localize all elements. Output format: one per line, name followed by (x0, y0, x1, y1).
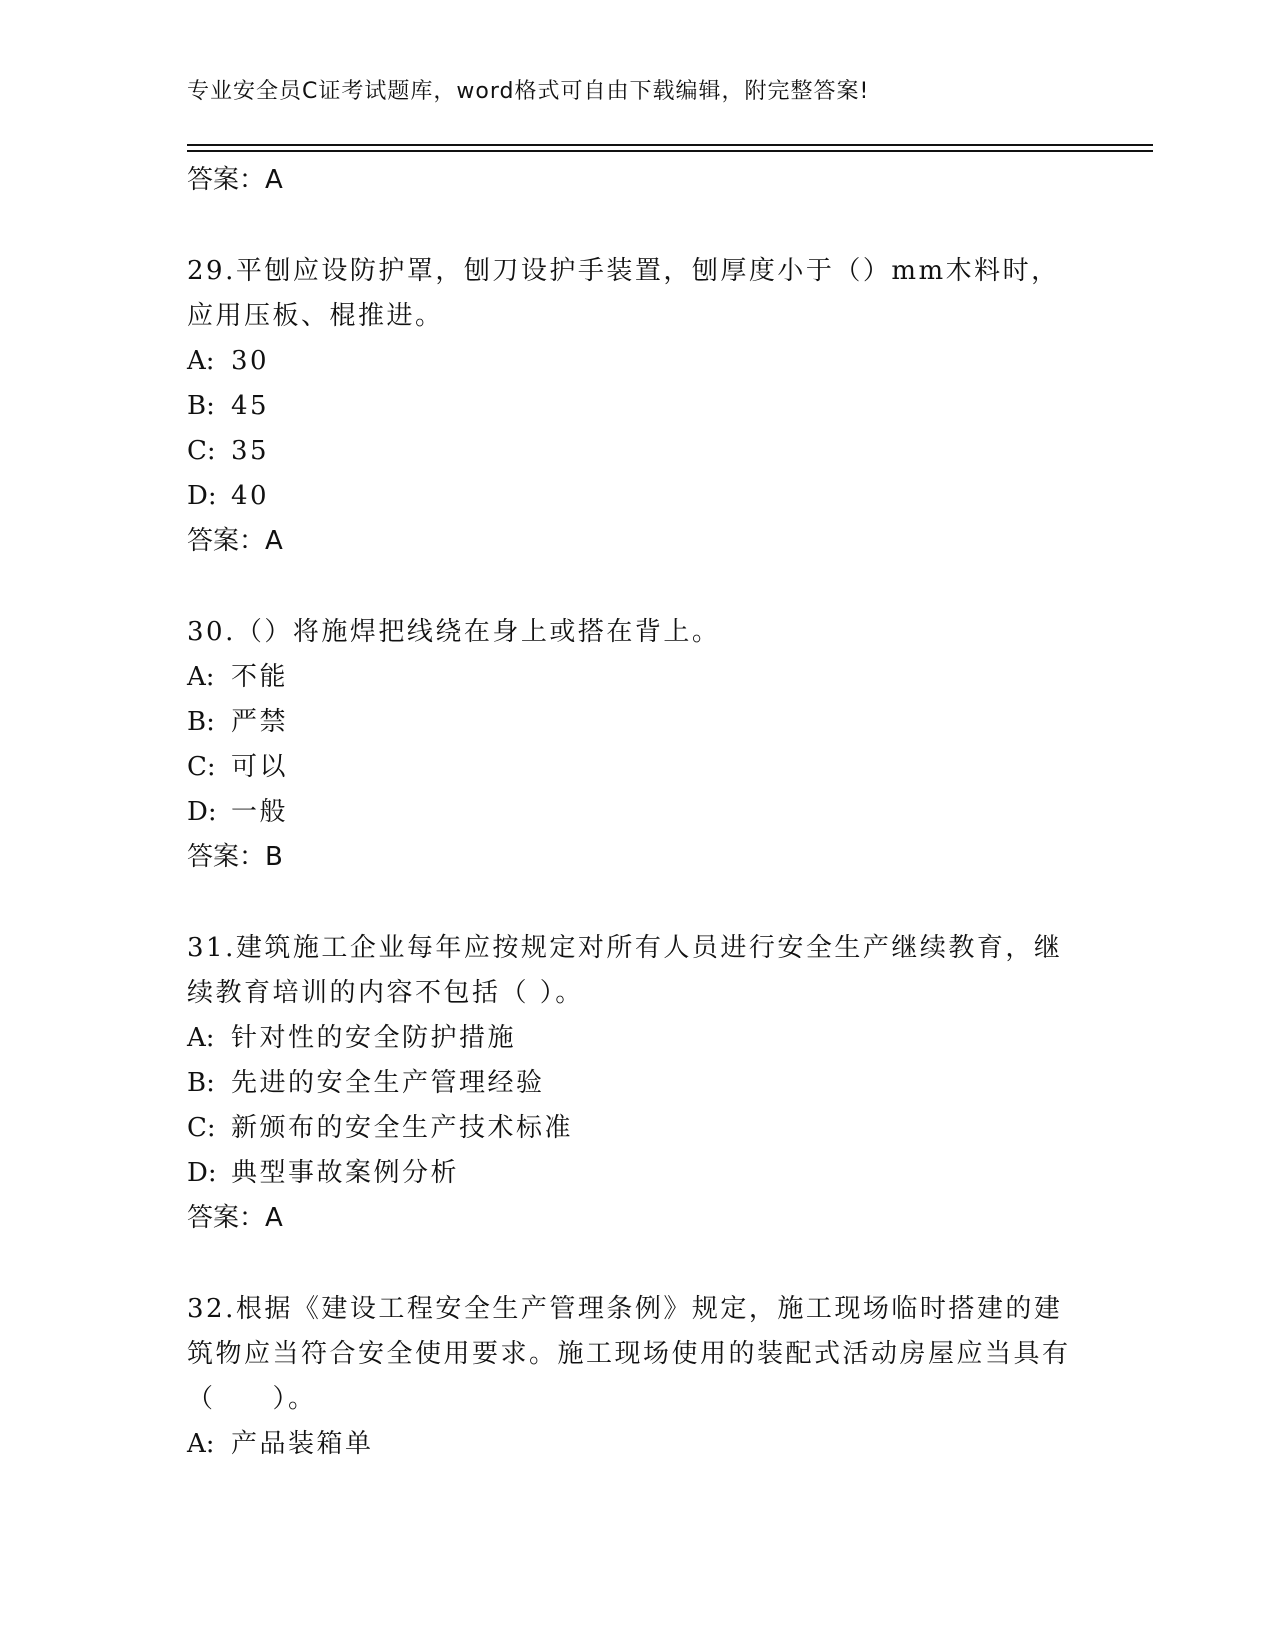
option-row (187, 655, 1087, 700)
question-text: 31.建筑施工企业每年应按规定对所有人员进行安全生产继续教育，继续教育培训的内容不包括（ ）。 (187, 933, 1063, 1008)
answer-line: 答案：A (187, 526, 283, 556)
option-key: D: (187, 1158, 217, 1188)
option-key: A: (187, 346, 215, 376)
option-text: 不能 (231, 662, 289, 692)
page-header: 专业安全员C证考试题库，word格式可自由下载编辑，附完整答案! (187, 79, 870, 104)
option-row (187, 1061, 1087, 1106)
question-text: 29.平刨应设防护罩，刨刀设护手装置，刨厚度小于（）mm木料时，应用压板、棍推进。 (187, 256, 1060, 331)
option-key: D: (187, 797, 217, 827)
option-key: A: (187, 1023, 215, 1053)
option-key: B: (187, 707, 215, 737)
option-text: 35 (231, 436, 270, 466)
question-block (187, 610, 1087, 880)
question-text: 30.（）将施焊把线绕在身上或搭在背上。 (187, 617, 721, 647)
option-row (187, 790, 1087, 835)
option-row (187, 1422, 1087, 1467)
option-row (187, 384, 1087, 429)
option-key: B: (187, 391, 215, 421)
option-text: 可以 (231, 752, 289, 782)
question-block (187, 926, 1087, 1241)
option-row (187, 474, 1087, 519)
option-row (187, 1106, 1087, 1151)
option-row (187, 745, 1087, 790)
option-text: 新颁布的安全生产技术标准 (231, 1113, 574, 1143)
option-key: C: (187, 752, 216, 782)
question-block (187, 1287, 1087, 1467)
option-text: 一般 (231, 797, 289, 827)
question-list (187, 158, 1087, 1467)
option-text: 产品装箱单 (231, 1429, 374, 1459)
option-key: A: (187, 1429, 215, 1459)
option-text: 严禁 (231, 707, 289, 737)
option-key: A: (187, 662, 215, 692)
option-text: 30 (231, 346, 270, 376)
header-rule-top (187, 144, 1153, 146)
option-key: C: (187, 1113, 216, 1143)
option-key: D: (187, 481, 217, 511)
answer-line: 答案：A (187, 165, 283, 195)
question-text: 32.根据《建设工程安全生产管理条例》规定，施工现场临时搭建的建筑物应当符合安全使用要求。施工现场使用的装配式活动房屋应当具有（ ）。 (187, 1294, 1071, 1414)
answer-line: 答案：B (187, 842, 283, 872)
question-block (187, 249, 1087, 564)
option-text: 40 (231, 481, 270, 511)
option-text: 针对性的安全防护措施 (231, 1023, 517, 1053)
option-row (187, 1016, 1087, 1061)
option-key: C: (187, 436, 216, 466)
option-text: 先进的安全生产管理经验 (231, 1068, 545, 1098)
option-row (187, 429, 1087, 474)
option-row (187, 339, 1087, 384)
option-text: 典型事故案例分析 (231, 1158, 460, 1188)
option-row (187, 1151, 1087, 1196)
option-text: 45 (231, 391, 270, 421)
option-key: B: (187, 1068, 215, 1098)
answer-line: 答案：A (187, 1203, 283, 1233)
header-rule-bottom (187, 150, 1153, 152)
option-row (187, 700, 1087, 745)
